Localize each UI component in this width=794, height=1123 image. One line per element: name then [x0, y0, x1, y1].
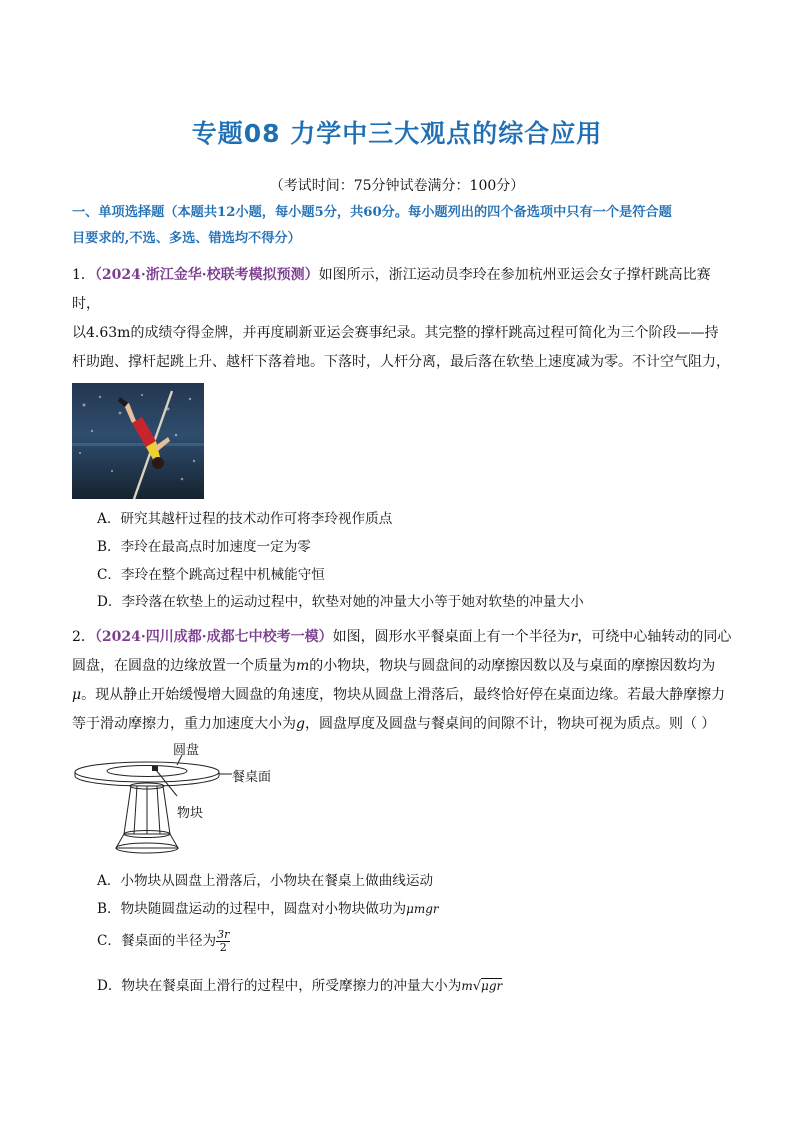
question-source-tag: （2024·浙江金华·校联考模拟预测）	[94, 267, 319, 283]
var-g: g	[296, 716, 305, 732]
question-text: 如图所示，浙江运动员李玲在参加杭州亚运会女子撑杆跳高比赛时，	[72, 267, 711, 312]
question-source-tag: （2024·四川成都·成都七中校考一模）	[94, 629, 333, 645]
exam-info: （考试时间：75分钟试卷满分：100分）	[269, 178, 525, 194]
option-text: C．餐桌面的半径为	[97, 933, 217, 949]
formula-mumgr: μmgr	[406, 902, 439, 916]
question-text: ，圆盘厚度及圆盘与餐桌间的间隙不计，物块可视为质点。则（ ）	[304, 716, 716, 732]
var-m: m	[461, 979, 473, 993]
page-title: 专题08 力学中三大观点的综合应用	[191, 119, 603, 148]
q2-option-b	[97, 899, 439, 919]
var-mu: μ	[72, 687, 82, 703]
question-text: 如图，圆形水平餐桌面上有一个半径为	[332, 629, 571, 645]
q2-option-d	[97, 976, 502, 997]
section-heading	[72, 200, 732, 252]
question-1-line-3: 杆助跑、撑杆起跳上升、越杆下落着地。下落时，人杆分离，最后落在软垫上速度减为零。不计空气阻力，	[72, 354, 730, 370]
question-2-line-2	[72, 652, 732, 681]
q1-option-c: C．李玲在整个跳高过程中机械能守恒	[97, 567, 325, 583]
question-text: 等于滑动摩擦力，重力加速度大小为	[72, 716, 296, 732]
fraction-denominator: 2	[219, 941, 227, 954]
question-2-line-1	[72, 623, 732, 652]
q1-option-d: D．李玲落在软垫上的运动过程中，软垫对她的冲量大小等于她对软垫的冲量大小	[97, 594, 584, 610]
label-block: 物块	[177, 806, 204, 821]
question-number: 2．	[72, 629, 95, 645]
question-text: 的小物块，物块与圆盘间的动摩擦因数以及与桌面的摩擦因数均为	[309, 658, 716, 674]
option-text: D．物块在餐桌面上滑行的过程中，所受摩擦力的冲量大小为	[97, 978, 462, 994]
question-text: 圆盘，在圆盘的边缘放置一个质量为	[72, 658, 296, 674]
label-disc: 圆盘	[173, 743, 200, 758]
rotating-table-diagram	[72, 738, 272, 868]
fraction-numerator: 3r	[217, 928, 230, 941]
var-r: r	[570, 629, 578, 645]
question-number: 1．	[72, 267, 95, 283]
question-1-line-1	[72, 261, 732, 319]
q2-option-c	[97, 929, 230, 954]
var-m: m	[296, 658, 310, 674]
option-text: B．物块随圆盘运动的过程中，圆盘对小物块做功为	[97, 901, 407, 917]
fraction-3r-over-2	[216, 929, 230, 954]
sqrt-radicand: μgr	[481, 979, 503, 993]
q1-option-b: B．李玲在最高点时加速度一定为零	[97, 539, 311, 555]
question-1-line-2: 以4.63m的成绩夺得金牌，并再度刷新亚运会赛事纪录。其完整的撑杆跳高过程可简化为三个阶段——持	[72, 325, 719, 341]
question-text: 。现从静止开始缓慢增大圆盘的角速度，物块从圆盘上滑落后，最终恰好停在桌面边缘。若最大静摩擦力	[81, 687, 726, 703]
question-2-line-4	[72, 710, 732, 739]
sqrt-sign: √	[472, 979, 482, 994]
section-heading-line-2: 目要求的,不选、多选、错选均不得分）	[72, 231, 301, 246]
q2-option-a: A．小物块从圆盘上滑落后，小物块在餐桌上做曲线运动	[97, 873, 434, 889]
question-2	[72, 623, 732, 739]
pole-vault-photo	[72, 383, 204, 499]
question-2-line-3	[72, 681, 732, 710]
q1-option-a: A．研究其越杆过程的技术动作可将李玲视作质点	[97, 511, 393, 527]
question-text: ，可绕中心轴转动的同心	[577, 629, 732, 645]
section-heading-line-1: 一、单项选择题（本题共12小题，每小题5分，共60分。每小题列出的四个备选项中只有一个是符合题	[72, 205, 672, 220]
label-table: 餐桌面	[232, 770, 272, 785]
